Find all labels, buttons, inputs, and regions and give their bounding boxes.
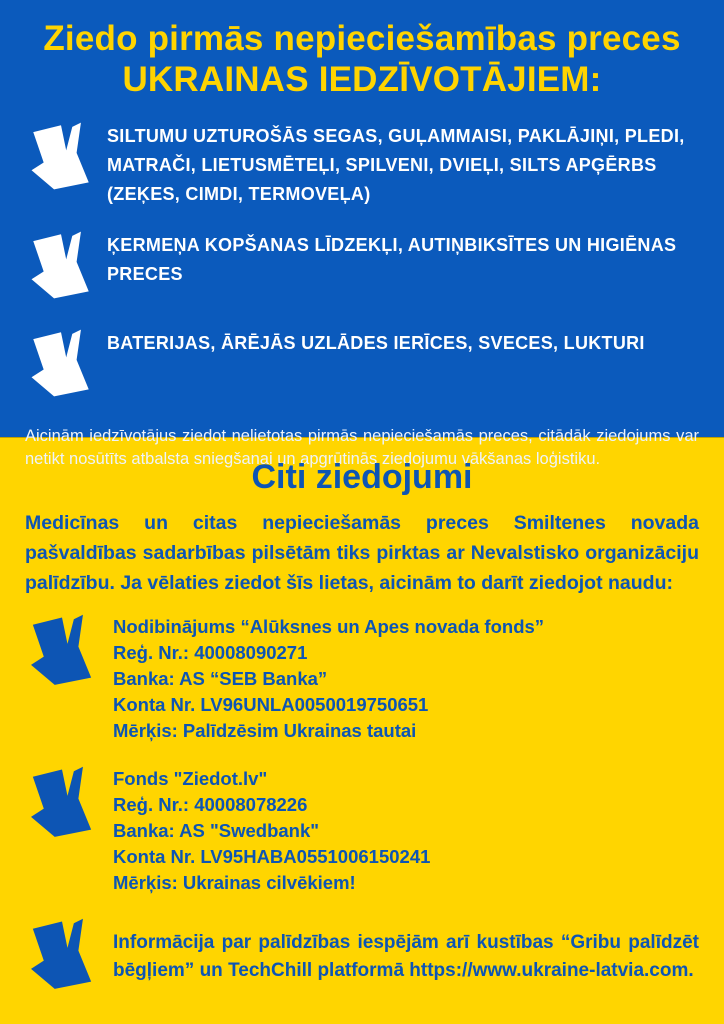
arrow-doodle-icon — [25, 612, 99, 694]
fund-row — [25, 764, 699, 896]
poster-title — [25, 18, 699, 100]
needed-item-text: SILTUMU UZTUROŠĀS SEGAS, GUĻAMMAISI, PAKLĀJIŅI, PLEDI, MATRAČI, LIETUSMĒTEĻI, SPILVENI, DVIEĻI, SILTS APĢĒRBS (ZEĶES, CIMDI, TERMOVEĻA) — [107, 126, 685, 204]
needed-items-section — [0, 0, 724, 468]
more-info-suffix: . — [688, 960, 694, 981]
fund-bank: Banka: AS “SEB Banka” — [113, 668, 328, 689]
other-donations-heading: Citi ziedojumi — [251, 458, 473, 496]
needed-item-row — [25, 229, 699, 307]
arrow-doodle-icon — [25, 229, 97, 307]
fund-purpose: Mērķis: Palīdzēsim Ukrainas tautai — [113, 720, 417, 741]
fund-details — [113, 766, 430, 896]
fund-bank: Banka: AS "Swedbank" — [113, 820, 320, 841]
more-info-row — [25, 916, 699, 998]
fund-details — [113, 614, 544, 744]
needed-item-text: ĶERMEŅA KOPŠANAS LĪDZEKĻI, AUTIŅBIKSĪTES UN HIGIĒNAS PRECES — [107, 235, 677, 284]
fund-name: Nodibinājums “Alūksnes un Apes novada fonds” — [113, 616, 545, 637]
fund-row — [25, 612, 699, 744]
fund-reg-number: Reģ. Nr.: 40008078226 — [113, 794, 308, 815]
more-info-prefix: Informācija par palīdzības iespējām arī kustības “Gribu palīdzēt bēgļiem” un TechChill platformā — [113, 932, 699, 981]
needed-item-row — [25, 120, 699, 209]
needed-item-row — [25, 327, 699, 405]
arrow-doodle-icon — [25, 764, 99, 846]
needed-item-text: BATERIJAS, ĀRĒJĀS UZLĀDES IERĪCES, SVECES, LUKTURI — [107, 333, 645, 353]
fund-purpose: Mērķis: Ukrainas cilvēkiem! — [113, 872, 356, 893]
poster-title-line2: UKRAINAS IEDZĪVOTĀJIEM: — [122, 60, 602, 99]
website-link[interactable]: https://www.ukraine-latvia.com — [409, 960, 689, 981]
fund-reg-number: Reģ. Nr.: 40008090271 — [113, 642, 308, 663]
other-donations-section — [0, 437, 724, 1024]
arrow-doodle-icon — [25, 120, 97, 198]
poster-title-line1: Ziedo pirmās nepieciešamības preces — [43, 19, 681, 58]
more-info-text — [113, 929, 699, 985]
donation-notice: Aicinām iedzīvotājus ziedot nelietotas pirmās nepieciešamās preces, citādāk ziedojums var netikt nosūtīts atbalsta sniegšanai un apgrūtinās ziedojumu vākšanas loģistiku. — [25, 427, 699, 468]
fund-account-number: Konta Nr. LV95HABA0551006150241 — [113, 846, 431, 867]
fund-name: Fonds "Ziedot.lv" — [113, 768, 268, 789]
arrow-doodle-icon — [25, 916, 99, 998]
fund-account-number: Konta Nr. LV96UNLA0050019750651 — [113, 694, 429, 715]
arrow-doodle-icon — [25, 327, 97, 405]
other-donations-intro: Medicīnas un citas nepieciešamās preces Smiltenes novada pašvaldības sadarbības pilsētām tiks pirktas ar Nevalstisko organizāciju palīdzību. Ja vēlaties ziedot šīs lietas, aicinām to darīt ziedojot naudu: — [25, 512, 699, 594]
